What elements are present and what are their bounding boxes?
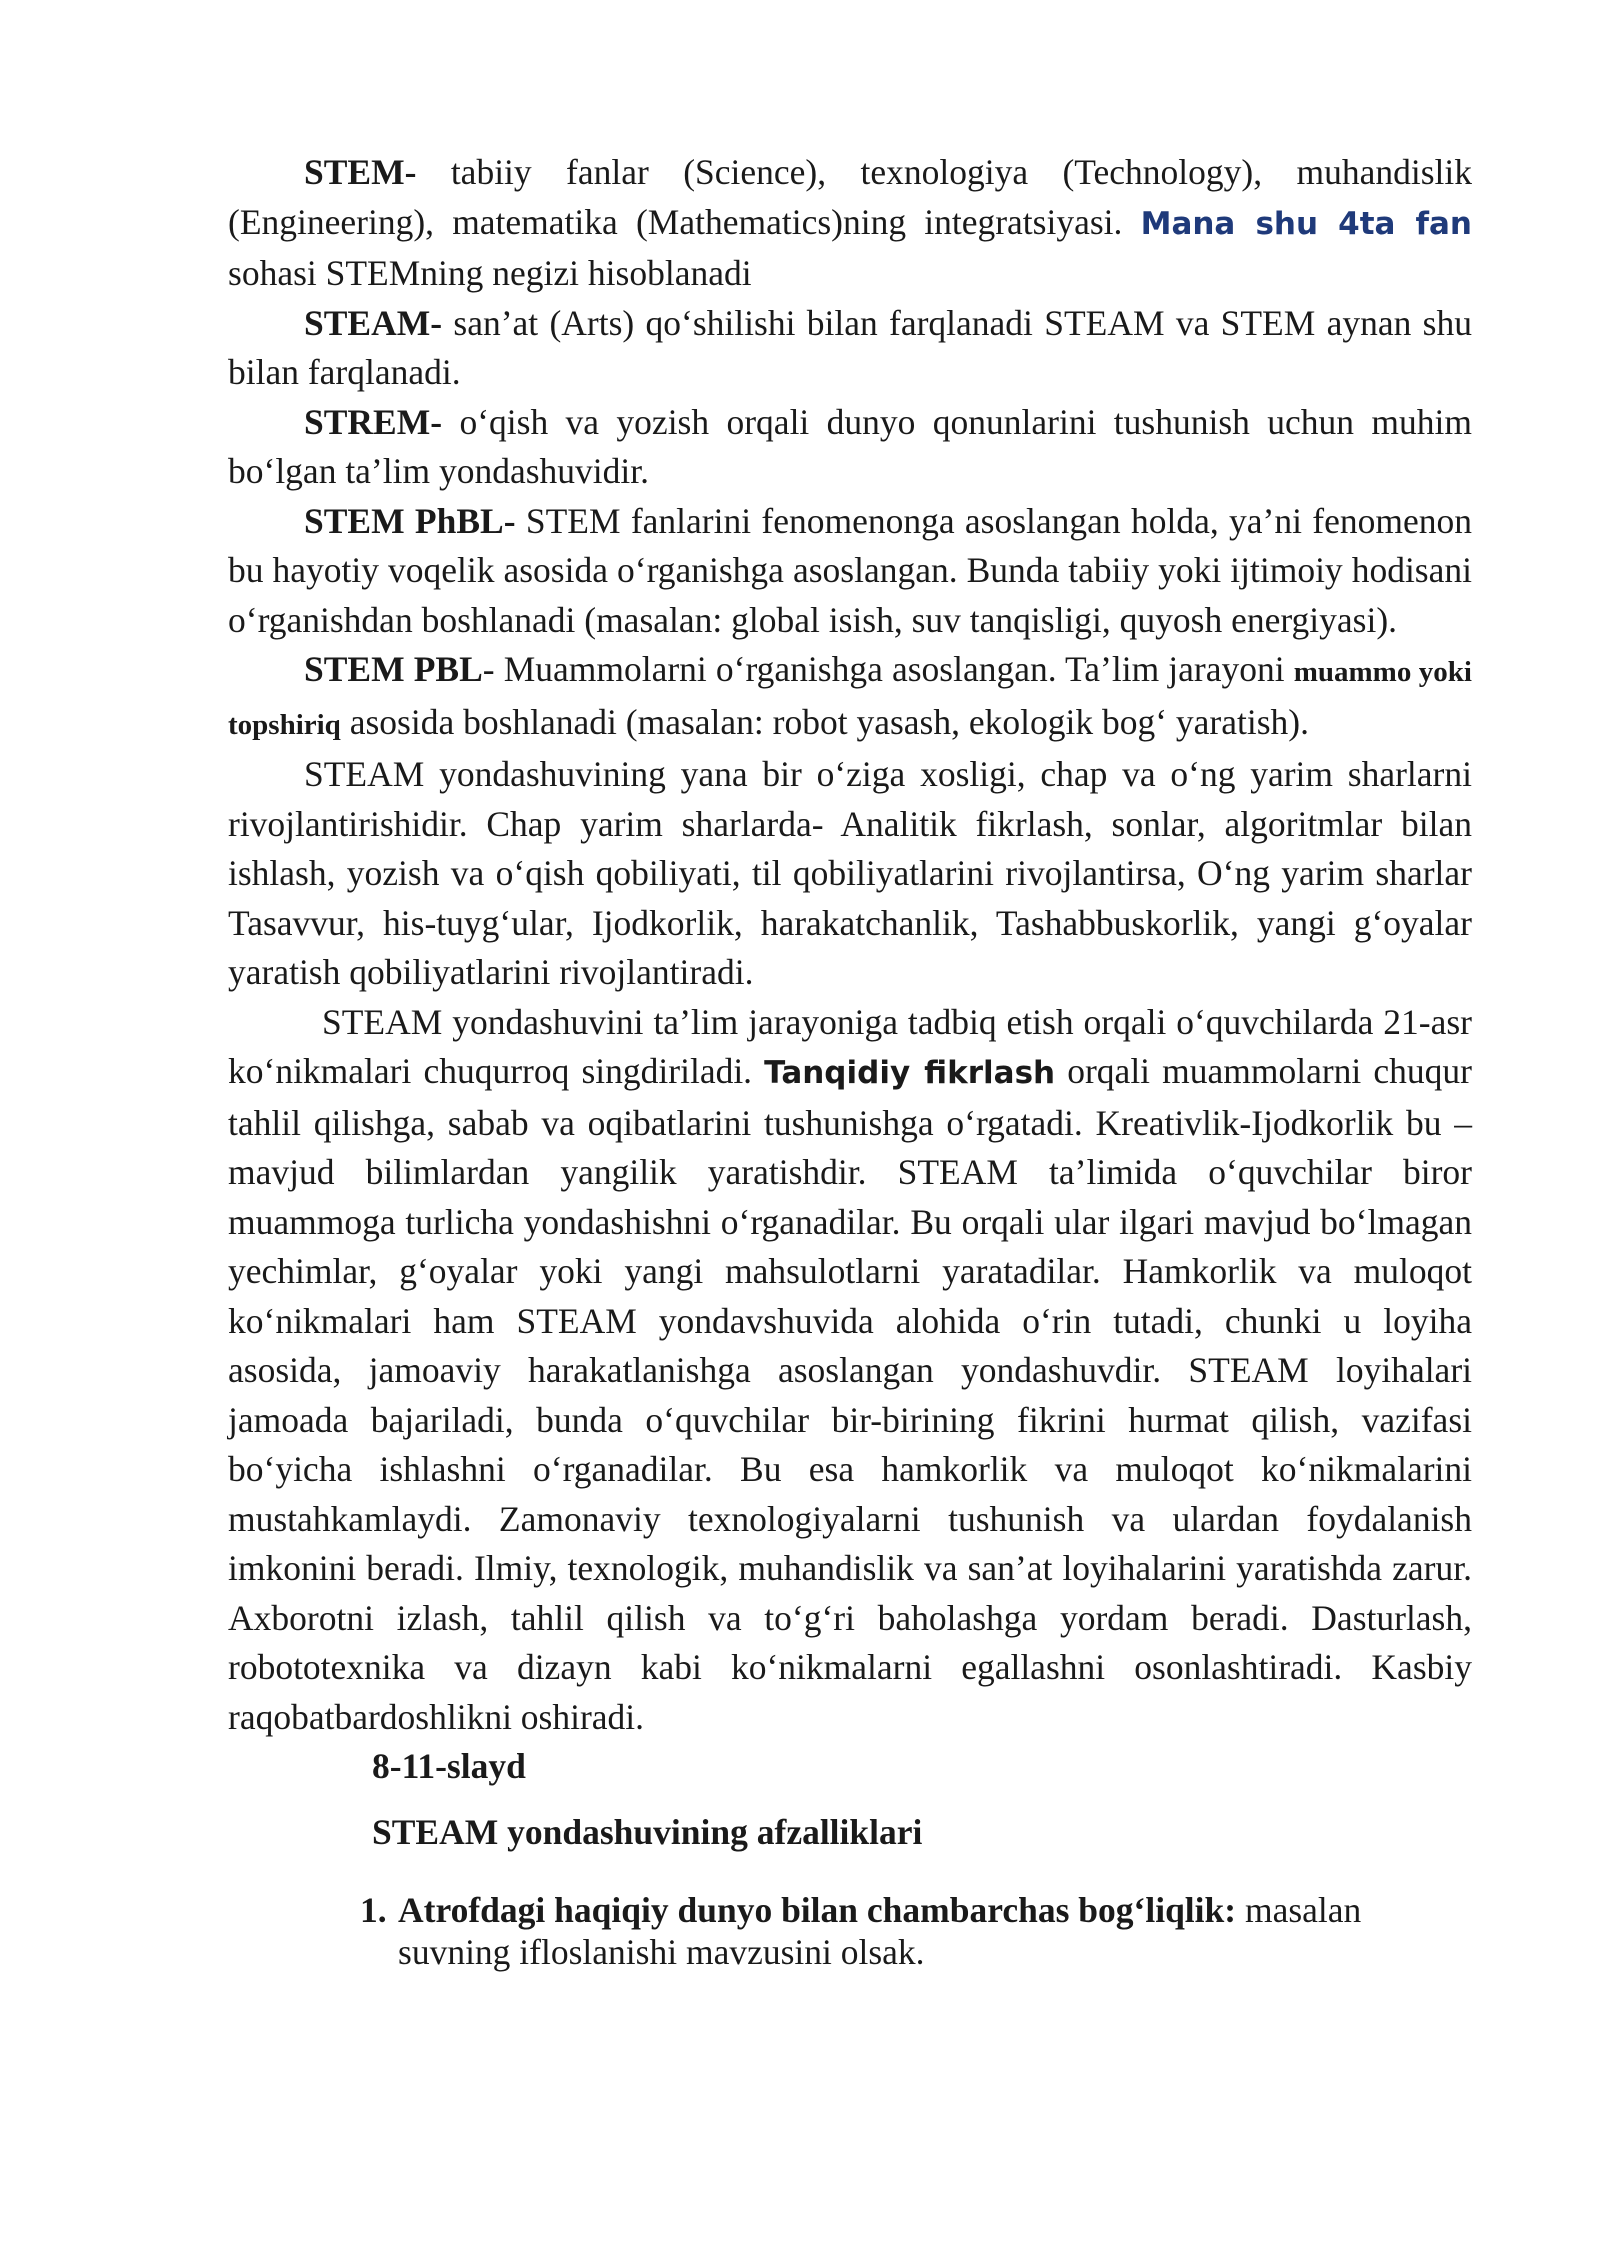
paragraph-skills-text: STEAM yondashuvini ta’lim jarayoniga tadbiq etish orqali o‘quvchilarda 21-asr ko‘nikmalari chuqurroq singdiriladi.: [228, 1001, 1472, 1091]
paragraph-pbl-text-end: asosida boshlanadi (masalan: robot yasash, ekologik bog‘ yaratish).: [340, 701, 1309, 742]
advantages-list: [228, 1889, 1472, 1973]
section-title: STEAM yondashuvining afzalliklari: [372, 1811, 923, 1852]
paragraph-phbl-text: STEM fanlarini fenomenonga asoslangan holda, ya’ni fenomenon bu hayotiy voqelik asosida o‘rganishga asoslangan. Bunda tabiiy yoki ijtimoiy hodisani o‘rganishdan boshlanadi (masalan: global isish, suv tanqisligi, quyosh energiyasi).: [228, 500, 1472, 640]
list-item-text: masalan suvning ifloslanishi mavzusini olsak.: [398, 1890, 1362, 1972]
paragraph-steam-text: san’at (Arts) qo‘shilishi bilan farqlanadi STEAM va STEM aynan shu bilan farqlanadi.: [228, 302, 1472, 392]
term-stem-phbl: STEM PhBL-: [304, 500, 516, 541]
term-steam: STEAM-: [304, 302, 443, 343]
paragraph-stem-text-end: sohasi STEMning negizi hisoblanadi: [228, 253, 752, 293]
term-strem: STREM-: [304, 401, 443, 442]
slide-label: 8-11-slayd: [372, 1746, 526, 1786]
paragraph-strem-text: o‘qish va yozish orqali dunyo qonunlarini tushunish uchun muhim bo‘lgan ta’lim yondashuvidir.: [228, 401, 1472, 491]
list-item-number: 1.: [360, 1890, 387, 1930]
emphasis-critical-thinking: Tanqidiy fikrlash: [764, 1055, 1056, 1091]
highlight-four-fields: Mana shu 4ta fan: [1140, 205, 1472, 242]
paragraph-steam: [228, 299, 1472, 398]
paragraph-strem: [228, 398, 1472, 497]
list-item-body: [398, 1889, 1472, 1973]
paragraph-phbl: [228, 497, 1472, 646]
paragraph-stem-text: tabiiy fanlar (Science), texnologiya (Technology), muhandislik (Engineering), matematika (Mathematics)ning integratsiyasi.: [228, 152, 1472, 242]
paragraph-skills: [228, 998, 1472, 1743]
term-stem-pbl: STEM PBL: [304, 649, 483, 689]
emphasis-problem-task: muammo yoki topshiriq: [228, 656, 1472, 741]
term-stem: STEM-: [304, 152, 417, 192]
paragraph-pbl: [228, 645, 1472, 750]
paragraph-stem: [228, 148, 1472, 299]
list-item: [360, 1889, 1472, 1973]
list-item-lead: Atrofdagi haqiqiy dunyo bilan chambarchas bog‘liqlik:: [398, 1890, 1237, 1930]
paragraph-pbl-text: - Muammolarni o‘rganishga asoslangan. Ta’lim jarayoni: [482, 649, 1294, 689]
paragraph-skills-text-end: orqali muammolarni chuqur tahlil qilishga, sabab va oqibatlarini tushunishga o‘rgatadi. Kreativlik-Ijodkorlik bu – mavjud bilimlardan yangilik yaratishdir. STEAM ta’limida o‘quvchilar biror muammoga turlicha yondashishni o‘rganadilar. Bu orqali ular ilgari mavjud bo‘lmagan yechimlar, g‘oyalar yoki yangi mahsulotlarni yaratadilar. Hamkorlik va muloqot ko‘nikmalari ham STEAM yondavshuvida alohida o‘rin tutadi, chunki u loyiha asosida, jamoaviy harakatlanishga asoslangan yondashuvdir. STEAM loyihalari jamoada bajariladi, bunda o‘quvchilar bir-birining fikrini hurmat qilish, vazifasi bo‘yicha ishlashni o‘rganadilar. Bu esa hamkorlik va muloqot ko‘nikmalarini mustahkamlaydi. Zamonaviy texnologiyalarni tushunish va ulardan foydalanish imkonini beradi. Ilmiy, texnologik, muhandislik va san’at loyihalarini yaratishda zarur. Axborotni izlash, tahlil qilish va to‘g‘ri baholashga yordam beradi. Dasturlash, robototexnika va dizayn kabi ko‘nikmalarni egallashni osonlashtiradi. Kasbiy raqobatbardoshlikni oshiradi.: [228, 1051, 1472, 1737]
paragraph-hemispheres: STEAM yondashuvining yana bir o‘ziga xosligi, chap va o‘ng yarim sharlarni rivojlantirishidir. Chap yarim sharlarda- Analitik fikrlash, sonlar, algoritmlar bilan ishlash, yozish va o‘qish qobiliyati, til qobiliyatlarini rivojlantirsa, O‘ng yarim sharlar Tasavvur, his-tuyg‘ular, Ijodkorlik, harakatchanlik, Tashabbuskorlik, yangi g‘oyalar yaratish qobiliyatlarini rivojlantiradi.: [228, 754, 1472, 992]
